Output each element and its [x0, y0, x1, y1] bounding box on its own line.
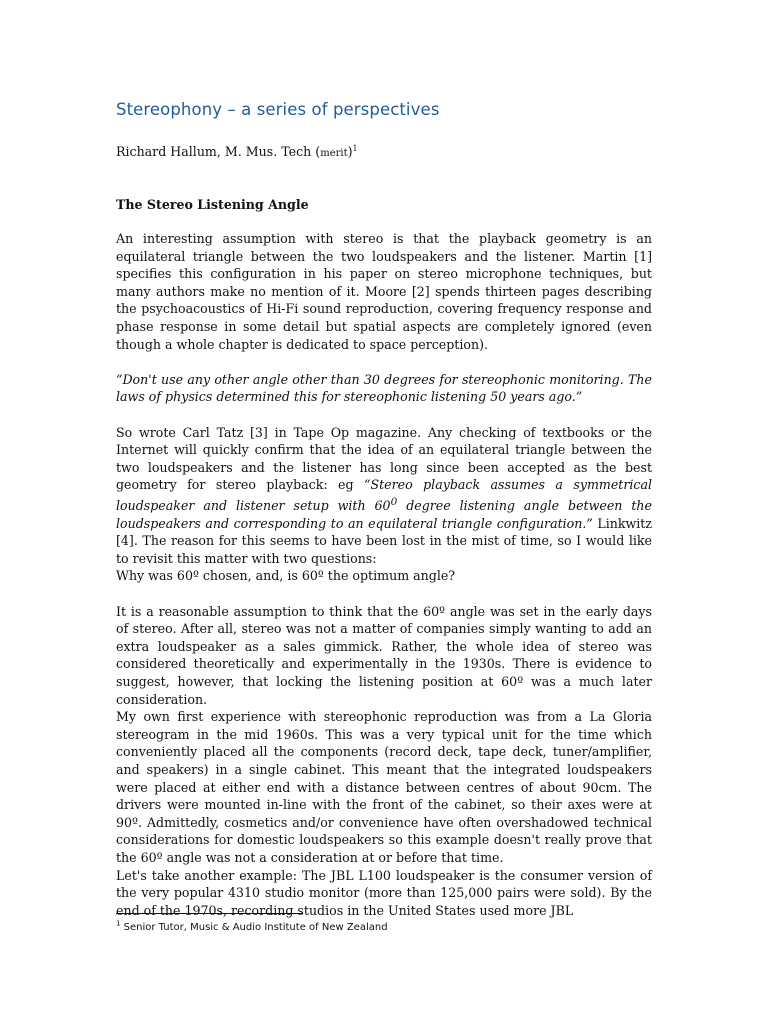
footnote-divider	[116, 913, 302, 914]
paragraph-assumption: It is a reasonable assumption to think that the 60º angle was set in the early days of stereo. After all, stereo was not a matter of companies simply wanting to add an extra loudspeaker as a sales gimmick. Rather, the whole idea of stereo was considered theoretically and experimentally in the 1930s. There is evidence to suggest, however, that locking the listening position at 60º was a much later consideration.	[116, 603, 652, 707]
footnote-mark: 1	[116, 919, 121, 928]
document-title: Stereophony – a series of perspectives	[116, 100, 440, 119]
author-close-paren: )	[347, 144, 353, 159]
linkwitz-quote: “Stereo playback assumes a symmetrical loudspeaker and listener setup with $60^0$ degree listening angle between the loudspeakers and corresponding to an equilateral triangle configuration.”	[116, 477, 652, 531]
paragraph-tatz-lead: So wrote Carl Tatz [3] in Tape Op magazine. Any checking of textbooks or the Internet will quickly confirm that the idea of an equilateral triangle between the two loudspeakers and the listener has long since been accepted as the best geometry for stereo playback: eg	[116, 424, 652, 493]
author-line	[116, 144, 652, 159]
footnote	[116, 921, 652, 935]
author-distinction: merit	[320, 148, 348, 159]
footnote-text: Senior Tutor, Music & Audio Institute of New Zealand	[120, 922, 388, 933]
paragraph-la-gloria: My own first experience with stereophonic reproduction was from a La Gloria stereogram in the mid 1960s. This was a very typical unit for the time which conveniently placed all the components (record deck, tape deck, tuner/amplifier, and speakers) in a single cabinet. This meant that the integrated loudspeakers were placed at either end with a distance between centres of about 90cm. The drivers were mounted in-line with the front of the cabinet, so their axes were at 90º. Admittedly, cosmetics and/or convenience have often overshadowed technical considerations for domestic loudspeakers so this example doesn't really prove that the 60º angle was not a consideration at or before that time.	[116, 709, 652, 865]
page-content	[116, 100, 652, 919]
paragraph-question: Why was 60º chosen, and, is 60º the optimum angle?	[116, 568, 456, 584]
author-name: Richard Hallum, M. Mus. Tech (	[116, 144, 321, 159]
block-quote: “Don't use any other angle other than 30 degrees for stereophonic monitoring. The laws of physics determined this for stereophonic listening 50 years ago.”	[116, 371, 652, 405]
paragraph-tatz-tail: Linkwitz [4]. The reason for this seems to have been lost in the mist of time, so I would like to revisit this matter with two questions:	[116, 515, 652, 566]
paragraph-jbl: Let's take another example: The JBL L100 loudspeaker is the consumer version of the very popular 4310 studio monitor (more than 125,000 pairs were sold). By the end of the 1970s, recording studios in the United States used more JBL	[116, 867, 652, 918]
author-footnote-mark: 1	[352, 143, 358, 153]
section-heading: The Stereo Listening Angle	[116, 197, 309, 212]
paragraph-intro: An interesting assumption with stereo is that the playback geometry is an equilateral triangle between the two loudspeakers and the listener. Martin [1] specifies this configuration in his paper on stereo microphone techniques, but many authors make no mention of it. Moore [2] spends thirteen pages describing the psychoacoustics of Hi-Fi sound reproduction, covering frequency response and phase response in some detail but spatial aspects are completely ignored (even though a whole chapter is dedicated to space perception).	[116, 231, 652, 352]
paragraph-tatz	[116, 424, 652, 568]
